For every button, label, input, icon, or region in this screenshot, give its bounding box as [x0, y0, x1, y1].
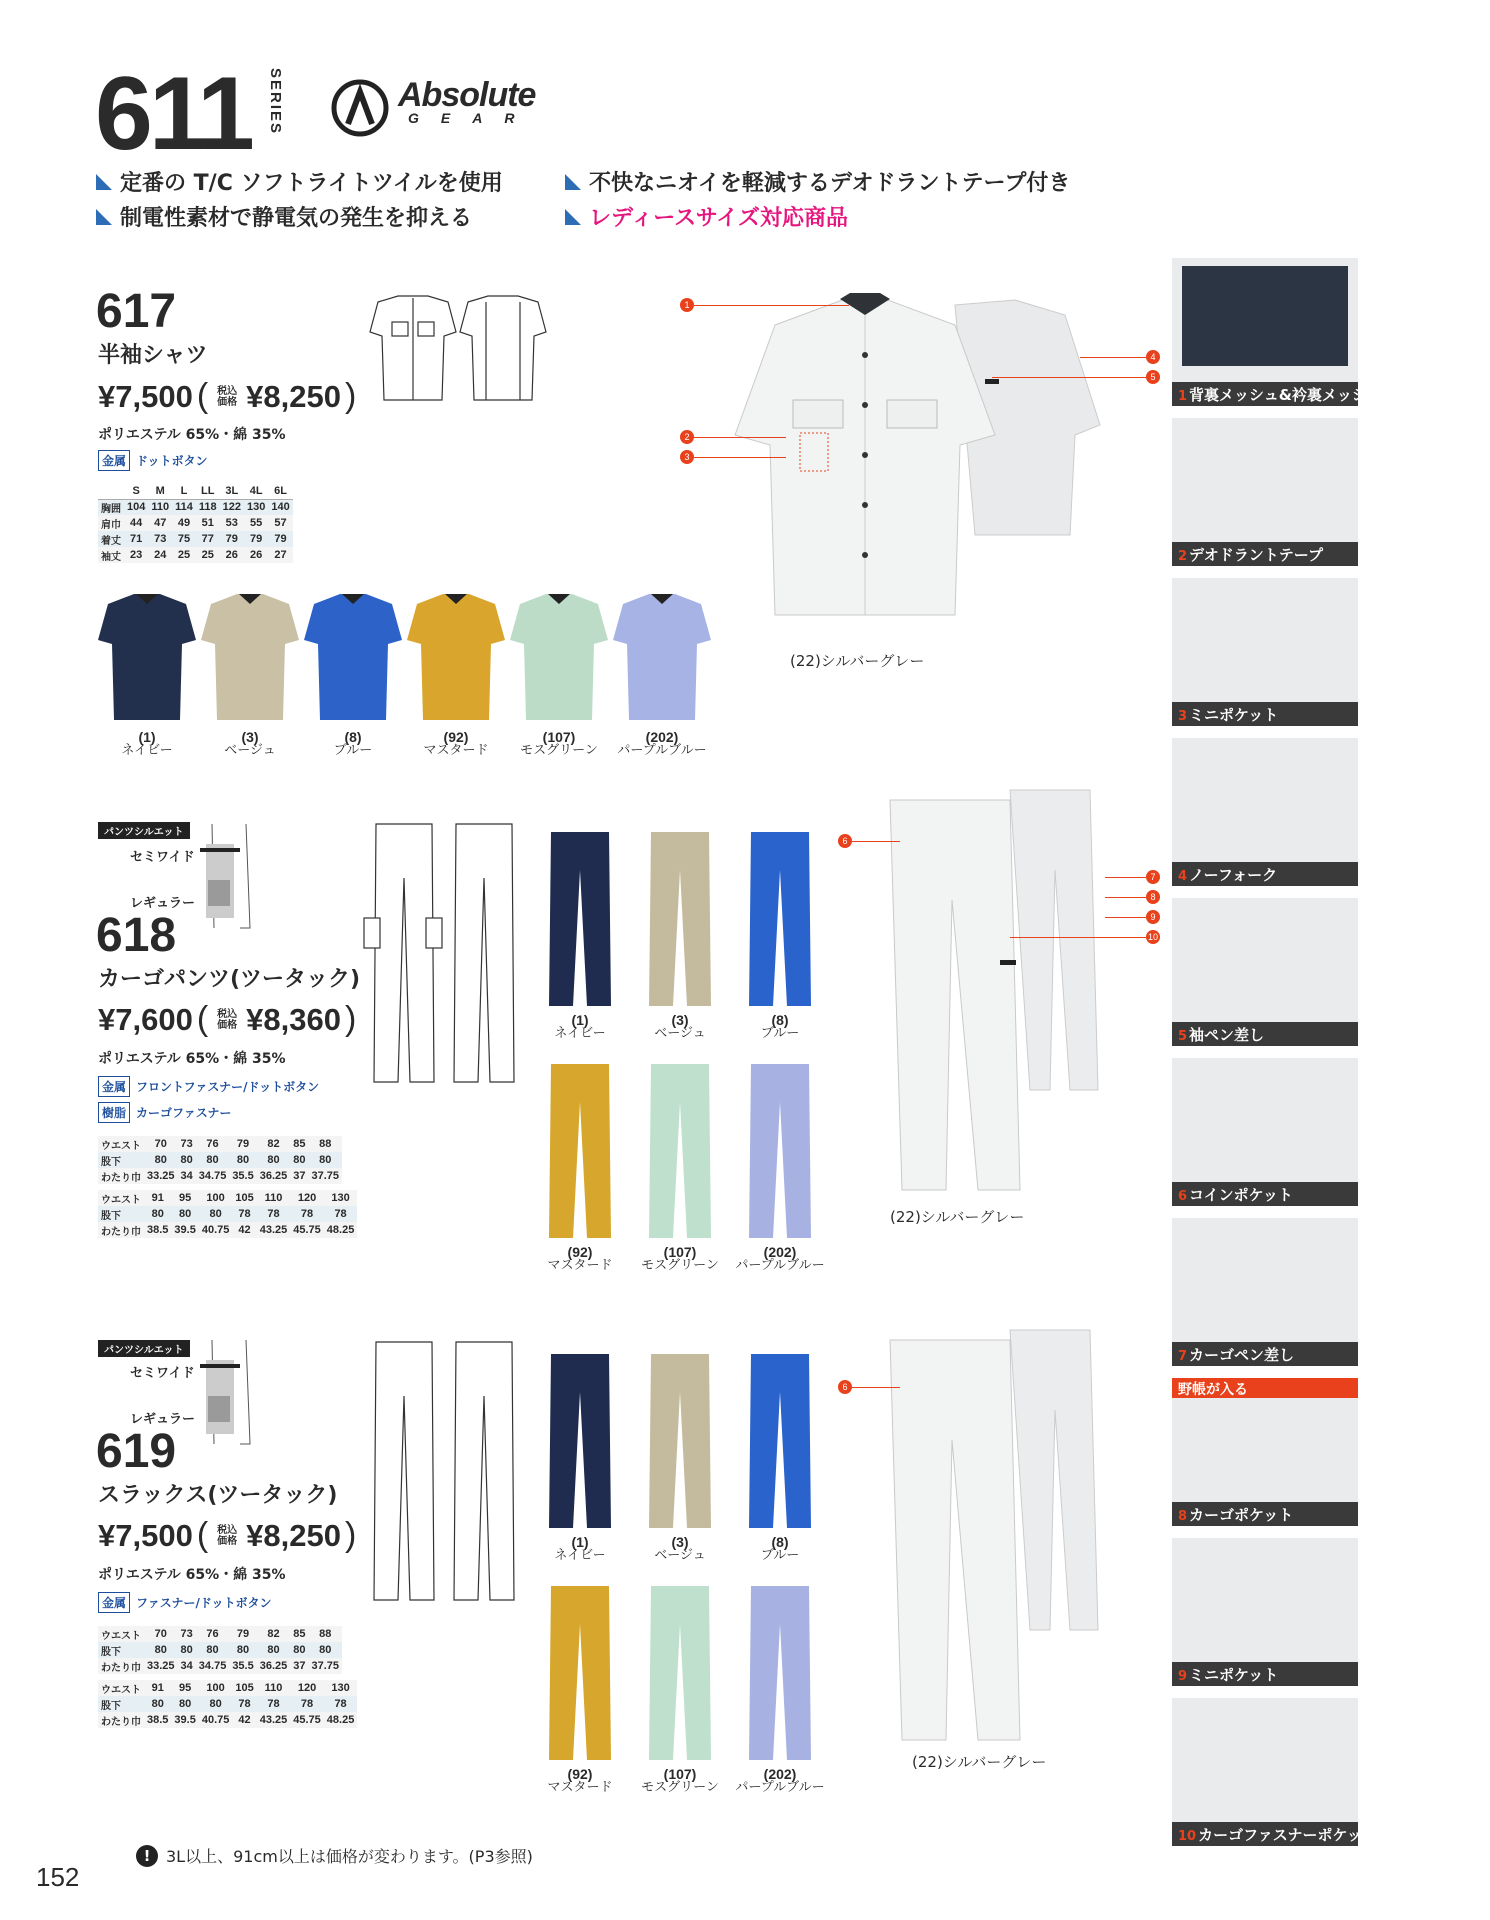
triangle-bullet-icon [565, 174, 581, 190]
price-619: ¥7,500 ( 税込 価格 ¥8,250 ) [98, 1516, 357, 1554]
color-caption: (1) ネイビー [121, 729, 173, 758]
main-color-619: (22)シルバーグレー [912, 1753, 1047, 1771]
color-caption: (92) マスタード [547, 1244, 613, 1273]
color-caption: (1) ネイビー [554, 1534, 606, 1563]
color-swatch-shirt [304, 590, 402, 726]
size-row: 股下 80 80 80 80 80 80 80 [98, 1152, 342, 1168]
color-caption: (3) ベージュ [224, 729, 276, 758]
color-caption: (8) ブルー [333, 729, 373, 758]
detail-thumb-3: 3 ミニポケット [1172, 578, 1358, 726]
product-name-619: スラックス(ツータック) [98, 1483, 338, 1508]
shirt-main-photo [715, 285, 1135, 645]
callout-marker: 1 [680, 298, 694, 312]
size-row: 袖丈 23 24 25 25 26 26 27 [98, 547, 293, 563]
price-618: ¥7,600 ( 税込 価格 ¥8,360 ) [98, 1000, 357, 1038]
color-caption: (202) パープルブルー [735, 1766, 825, 1795]
feature-3: 制電性素材で静電気の発生を抑える [96, 201, 472, 232]
product-name-617: 半袖シャツ [98, 343, 208, 368]
color-swatch-pants [645, 1584, 715, 1764]
size-table-618-a [98, 1136, 342, 1184]
color-swatch-pants [545, 830, 615, 1010]
slacks-flat-drawing [362, 1336, 522, 1606]
detail-thumb-6: 6 コインポケット [1172, 1058, 1358, 1206]
size-row: ウエスト 70 73 76 79 82 85 88 [98, 1626, 342, 1642]
color-caption: (3) ベージュ [654, 1534, 706, 1563]
semiwide-label: セミワイド [130, 850, 195, 865]
detail-banner: 野帳が入る [1172, 1378, 1358, 1398]
size-row: わたり巾 38.5 39.5 40.75 42 43.25 45.75 48.25 [98, 1222, 357, 1238]
callout-marker: 3 [680, 450, 694, 464]
product-number-619: 619 [96, 1425, 177, 1478]
product-number-618: 618 [96, 909, 177, 962]
callout-marker: 10 [1147, 932, 1158, 942]
color-swatch-shirt [98, 590, 196, 726]
size-row: わたり巾 38.5 39.5 40.75 42 43.25 45.75 48.25 [98, 1712, 357, 1728]
color-swatch-pants [645, 830, 715, 1010]
regular-label: レギュラー [130, 1412, 196, 1427]
color-swatch-pants [745, 1062, 815, 1242]
size-row: わたり巾 33.25 34 34.75 35.5 36.25 37 37.75 [98, 1168, 342, 1184]
triangle-bullet-icon [565, 209, 581, 225]
size-table-619-b [98, 1680, 357, 1728]
detail-thumb-10: 10 カーゴファスナーポケット [1172, 1698, 1358, 1846]
callout-marker: 6 [838, 834, 852, 848]
callout-marker: 6 [838, 1380, 852, 1394]
tag-row: 金属 ドットボタン [98, 450, 208, 471]
size-table-619-a [98, 1626, 342, 1674]
size-table-618-b [98, 1190, 357, 1238]
series-label: SERIES [267, 68, 284, 136]
callout-marker: 9 [1146, 910, 1160, 924]
brand-sub: GEAR [408, 110, 537, 126]
color-swatch-pants [545, 1352, 615, 1532]
detail-thumb-7: 7 カーゴペン差し [1172, 1218, 1358, 1366]
color-caption: (8) ブルー [760, 1534, 800, 1563]
price-note: ! 3L以上、91cm以上は価格が変わります。(P3参照) [136, 1844, 533, 1867]
detail-thumb-9: 9 ミニポケット [1172, 1538, 1358, 1686]
callout-marker: 8 [1146, 890, 1160, 904]
shirt-flat-drawing [358, 292, 558, 404]
color-swatch-pants [745, 830, 815, 1010]
color-caption: (92) マスタード [423, 729, 489, 758]
main-color-617: (22)シルバーグレー [790, 652, 925, 670]
color-swatch-shirt [510, 590, 608, 726]
color-caption: (8) ブルー [760, 1012, 800, 1041]
color-caption: (202) パープルブルー [735, 1244, 825, 1273]
size-row: 肩巾 44 47 49 51 53 55 57 [98, 515, 293, 531]
slacks-main-photo [870, 1330, 1110, 1750]
tag-row: 樹脂 カーゴファスナー [98, 1102, 232, 1123]
size-row: ウエスト 91 95 100 105 110 120 130 [98, 1680, 357, 1696]
callout-marker: 5 [1146, 370, 1160, 384]
color-caption: (3) ベージュ [654, 1012, 706, 1041]
silhouette-diagram-icon [200, 820, 260, 932]
color-caption: (202) パープルブルー [617, 729, 707, 758]
material-619: ポリエステル 65%・綿 35% [98, 1567, 286, 1583]
size-row: 胸囲 104 110 114 118 122 130 140 [98, 499, 293, 515]
product-name-618: カーゴパンツ(ツータック) [98, 967, 361, 992]
color-caption: (107) モスグリーン [641, 1766, 719, 1795]
detail-thumb-8: 野帳が入る 8 カーゴポケット [1172, 1378, 1358, 1526]
series-number: 611 [95, 56, 251, 172]
page-number: 152 [36, 1862, 80, 1892]
main-color-618: (22)シルバーグレー [890, 1208, 1025, 1226]
color-swatch-shirt [407, 590, 505, 726]
callout-marker: 7 [1146, 870, 1160, 884]
detail-thumb-4: 4 ノーフォーク [1172, 738, 1358, 886]
triangle-bullet-icon [96, 209, 112, 225]
color-swatch-pants [645, 1352, 715, 1532]
exclamation-icon: ! [136, 1845, 158, 1867]
feature-4: レディースサイズ対応商品 [565, 201, 848, 232]
color-caption: (92) マスタード [547, 1766, 613, 1795]
regular-label: レギュラー [130, 896, 196, 911]
tag-row: 金属 ファスナー/ドットボタン [98, 1592, 271, 1613]
product-number-617: 617 [96, 285, 177, 338]
color-caption: (107) モスグリーン [520, 729, 598, 758]
size-row: 股下 80 80 80 78 78 78 78 [98, 1696, 357, 1712]
triangle-bullet-icon [96, 174, 112, 190]
color-swatch-pants [545, 1584, 615, 1764]
color-swatch-pants [545, 1062, 615, 1242]
silhouette-tag-619: パンツシルエット [98, 1340, 190, 1357]
cargo-pants-main-photo [870, 790, 1110, 1210]
material-617: ポリエステル 65%・綿 35% [98, 427, 286, 443]
color-swatch-pants [645, 1062, 715, 1242]
color-swatch-shirt [613, 590, 711, 726]
size-row: ウエスト 91 95 100 105 110 120 130 [98, 1190, 357, 1206]
color-caption: (107) モスグリーン [641, 1244, 719, 1273]
cargo-pants-flat-drawing [362, 818, 522, 1088]
detail-thumb-2: 2 デオドラントテープ [1172, 418, 1358, 566]
brand-name: Absolute [398, 76, 536, 114]
feature-1: 定番の T/C ソフトライトツイルを使用 [96, 166, 503, 197]
color-caption: (1) ネイビー [554, 1012, 606, 1041]
silhouette-tag-618: パンツシルエット [98, 822, 190, 839]
material-618: ポリエステル 65%・綿 35% [98, 1051, 286, 1067]
size-row: 股下 80 80 80 80 80 80 80 [98, 1642, 342, 1658]
tag-row: 金属 フロントファスナー/ドットボタン [98, 1076, 319, 1097]
detail-thumb-5: 5 袖ペン差し [1172, 898, 1358, 1046]
detail-thumb-1: 1 背裏メッシュ&衿裏メッシュ [1172, 258, 1358, 406]
size-row: ウエスト 70 73 76 79 82 85 88 [98, 1136, 342, 1152]
silhouette-diagram-icon [200, 1336, 260, 1448]
size-table-617: S M L LL 3L 4L 6L 胸囲 104 110 114 118 122 130 140 肩巾 44 47 49 51 53 55 57 着丈 71 73 75 77 79 79 79 袖丈 23 24 25 25 26 26 27 [98, 483, 293, 563]
callout-marker: 4 [1146, 350, 1160, 364]
semiwide-label: セミワイド [130, 1366, 195, 1381]
callout-marker: 2 [680, 430, 694, 444]
color-swatch-pants [745, 1352, 815, 1532]
color-swatch-pants [745, 1584, 815, 1764]
size-row: 股下 80 80 80 78 78 78 78 [98, 1206, 357, 1222]
feature-2: 不快なニオイを軽減するデオドラントテープ付き [565, 166, 1070, 197]
size-row: 着丈 71 73 75 77 79 79 79 [98, 531, 293, 547]
size-row: わたり巾 33.25 34 34.75 35.5 36.25 37 37.75 [98, 1658, 342, 1674]
brand-logo-icon [330, 78, 390, 138]
price-617: ¥7,500 ( 税込 価格 ¥8,250 ) [98, 377, 357, 415]
color-swatch-shirt [201, 590, 299, 726]
